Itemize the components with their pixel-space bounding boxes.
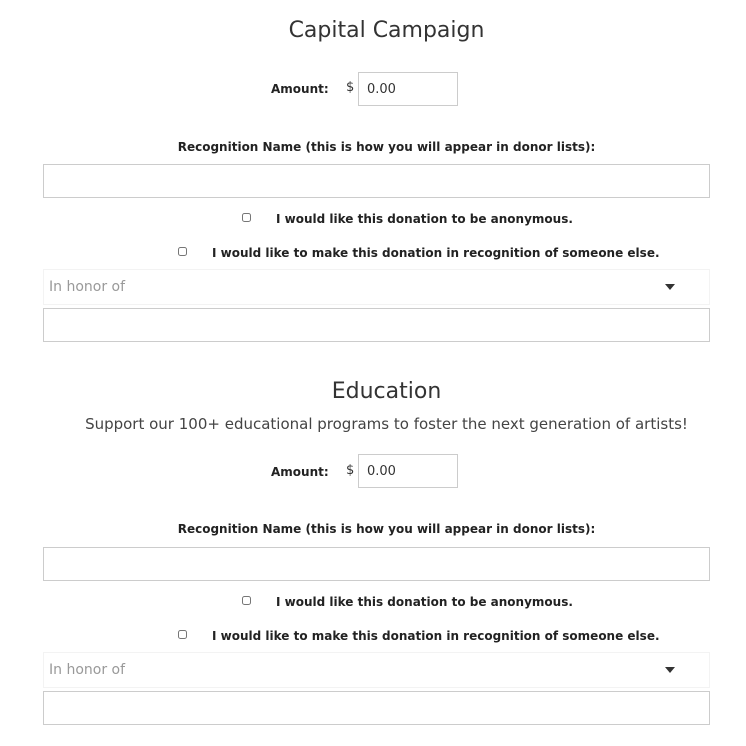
currency-symbol: $ (346, 463, 355, 478)
tribute-name-input[interactable] (43, 308, 710, 342)
amount-input[interactable] (358, 72, 458, 106)
tribute-checkbox[interactable] (178, 630, 187, 639)
anonymous-checkbox-label: I would like this donation to be anonymous. (276, 212, 573, 226)
tribute-name-input[interactable] (43, 691, 710, 725)
amount-label: Amount: (271, 82, 329, 96)
section-description: Support our 100+ educational programs to foster the next generation of artists! (85, 415, 688, 433)
recognition-name-label: Recognition Name (this is how you will appear in donor lists): (177, 522, 596, 536)
caret-down-icon (665, 667, 675, 673)
anonymous-checkbox[interactable] (242, 213, 251, 222)
amount-label: Amount: (271, 465, 329, 479)
currency-symbol: $ (346, 80, 355, 95)
recognition-name-input[interactable] (43, 164, 710, 198)
tribute-type-select-value: In honor of (49, 279, 126, 295)
anonymous-checkbox[interactable] (242, 596, 251, 605)
tribute-type-select[interactable] (43, 652, 710, 688)
caret-down-icon (665, 284, 675, 290)
tribute-checkbox-label: I would like to make this donation in recognition of someone else. (212, 629, 660, 643)
anonymous-checkbox-label: I would like this donation to be anonymous. (276, 595, 573, 609)
section-title-education: Education (331, 379, 442, 404)
tribute-checkbox[interactable] (178, 247, 187, 256)
amount-input[interactable] (358, 454, 458, 488)
tribute-type-select[interactable] (43, 269, 710, 305)
tribute-type-select-value: In honor of (49, 662, 126, 678)
recognition-name-label: Recognition Name (this is how you will appear in donor lists): (177, 140, 596, 154)
recognition-name-input[interactable] (43, 547, 710, 581)
section-title-capital-campaign: Capital Campaign (288, 18, 485, 43)
tribute-checkbox-label: I would like to make this donation in recognition of someone else. (212, 246, 660, 260)
